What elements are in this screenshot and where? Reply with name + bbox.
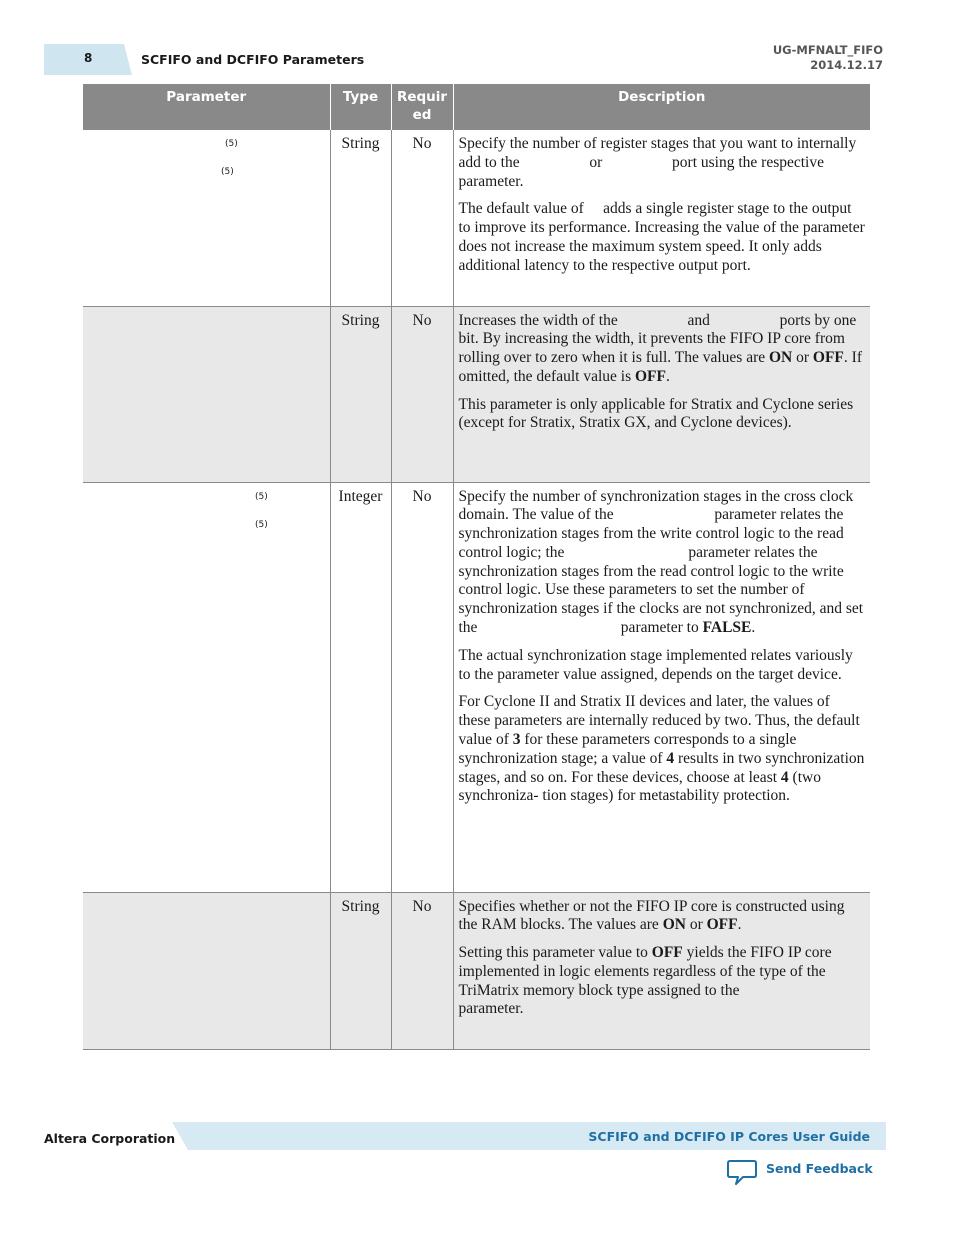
send-feedback-label[interactable]: Send Feedback	[766, 1161, 873, 1176]
description-paragraph: The actual synchronization stage implemented relates variously to the parameter value assigned, depends on the target device.	[458, 646, 853, 683]
description-paragraph: Specify the number of synchronization stages in the cross clock domain. The value of the parameter relates the synchronization stages from the write control logic to the read control logic; the parameter relates the synchronization stages from the read control logic to the write control logic. Use these parameters to set the number of synchronization stages if the clocks are not synchronized, and set the parameter to FALSE.	[458, 487, 867, 637]
footer-organization: Altera Corporation	[44, 1131, 176, 1146]
type-cell: String	[330, 130, 391, 306]
table-header-row	[83, 84, 870, 130]
parameter-cell	[83, 892, 330, 1049]
parameter-cell	[83, 482, 330, 892]
description-paragraph: Specify the number of register stages that you want to internally add to the or port using the respective parameter.	[458, 135, 861, 190]
required-cell: No	[391, 892, 453, 1049]
table-row	[83, 130, 870, 306]
description-cell	[453, 482, 870, 892]
type-cell: String	[330, 306, 391, 482]
description-paragraph: This parameter is only applicable for Stratix and Cyclone series (except for Stratix, Stratix GX, and Cyclone devices).	[458, 395, 854, 432]
description-cell	[453, 892, 870, 1049]
parameter-cell	[83, 130, 330, 306]
description-paragraph: The default value of adds a single register stage to the output to improve its performance. Increasing the value of the parameter does not increase the maximum system speed. It only adds additional latency to the respective output port.	[458, 200, 869, 274]
description-cell	[453, 130, 870, 306]
type-cell: String	[330, 892, 391, 1049]
doc-date: 2014.12.17	[810, 58, 883, 72]
table-row	[83, 306, 870, 482]
column-header-parameter: Parameter	[83, 84, 330, 130]
doc-id: UG-MFNALT_FIFO	[772, 43, 883, 57]
page-number: 8	[84, 51, 93, 65]
type-cell: Integer	[330, 482, 391, 892]
description-paragraph: For Cyclone II and Stratix II devices and later, the values of these parameters are internally reduced by two. Thus, the default value of 3 for these parameters corresponds to a single synchronization stage; a value of 4 results in two synchronization stages, and so on. For these devices, choose at least 4 (two synchroniza- tion stages) for metastability protection.	[458, 693, 865, 805]
footnote-ref: (5)	[221, 167, 234, 177]
description-paragraph: Setting this parameter value to OFF yields the FIFO IP core implemented in logic elements regardless of the type of the TriMatrix memory block type assigned to the parameter.	[458, 944, 860, 1018]
description-paragraph: Specifies whether or not the FIFO IP core is constructed using the RAM blocks. The values are ON or OFF.	[458, 897, 845, 934]
required-cell: No	[391, 130, 453, 306]
parameters-table	[83, 84, 870, 1050]
footer-guide-title[interactable]: SCFIFO and DCFIFO IP Cores User Guide	[588, 1129, 870, 1144]
column-header-description: Description	[453, 84, 870, 130]
description-cell	[453, 306, 870, 482]
footnote-ref: (5)	[255, 491, 268, 502]
table-row	[83, 482, 870, 892]
column-header-required: Requir ed	[391, 84, 453, 130]
doc-info	[773, 43, 883, 73]
required-cell: No	[391, 306, 453, 482]
required-cell: No	[391, 482, 453, 892]
description-paragraph: Increases the width of the and ports by one bit. By increasing the width, it prevents the FIFO IP core from rolling over to zero when it is full. The values are ON or OFF. If omitted, the default value is OFF.	[458, 311, 866, 385]
table-row	[83, 892, 870, 1049]
column-header-type: Type	[330, 84, 391, 130]
section-title: SCFIFO and DCFIFO Parameters	[141, 52, 365, 67]
footnote-ref: (5)	[225, 139, 238, 149]
chat-bubble-icon	[727, 1159, 757, 1187]
parameter-cell	[83, 306, 330, 482]
footnote-ref: (5)	[255, 519, 268, 530]
send-feedback-link[interactable]	[727, 1159, 873, 1187]
